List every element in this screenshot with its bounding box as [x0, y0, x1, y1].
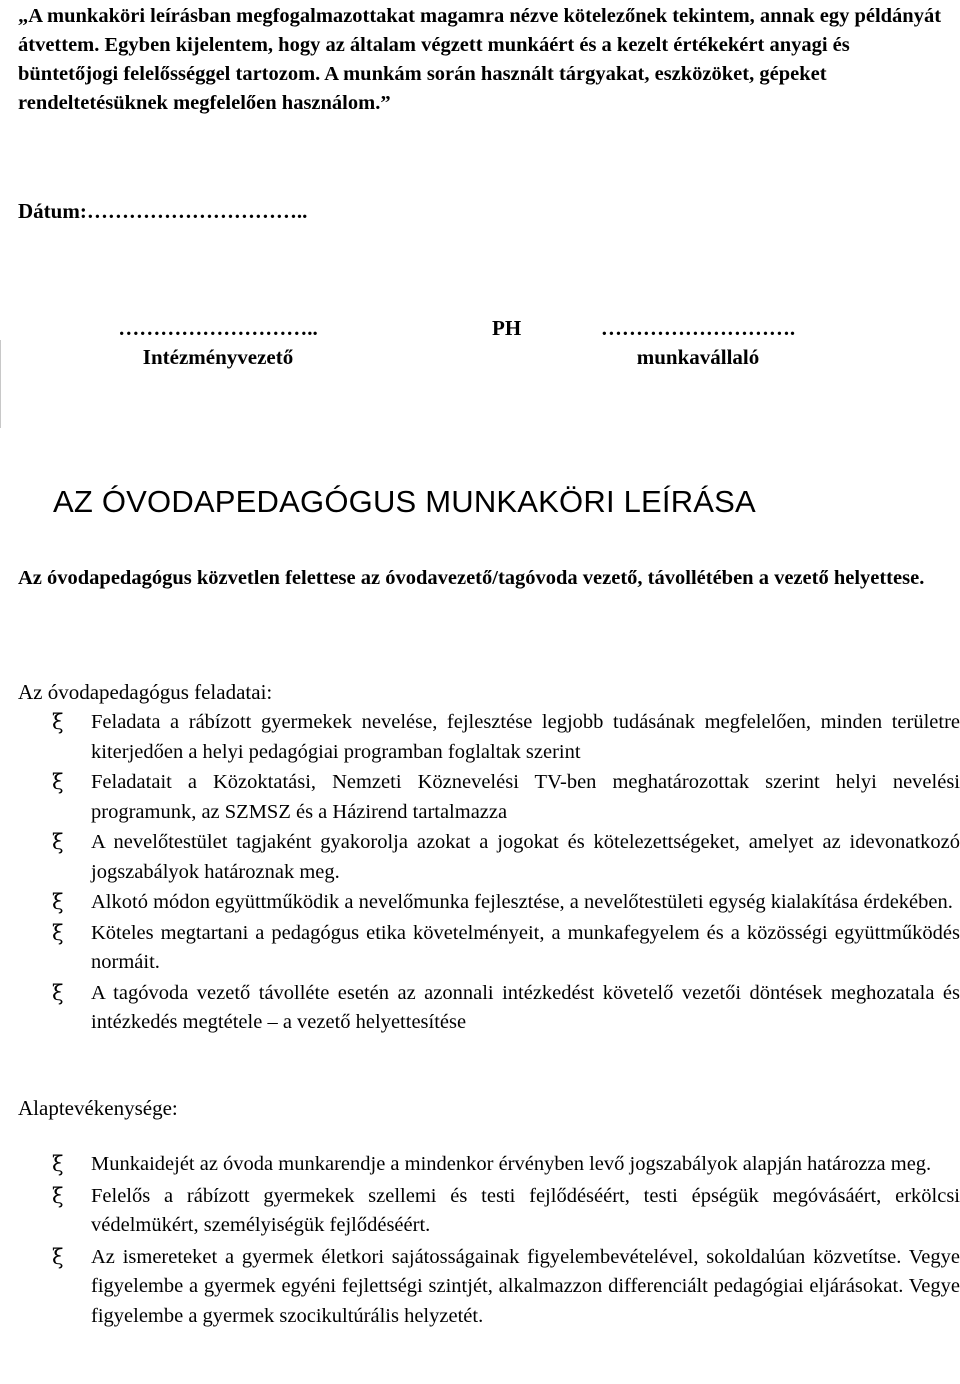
list-item-text: A nevelőtestület tagjaként gyakorolja azokat a jogokat és kötelezettségeket, amelyet az idevonatkozó jogszabályok határoznak meg. — [91, 831, 960, 883]
list-item — [0, 979, 960, 1038]
bullet-xi-icon: ξ — [52, 890, 64, 914]
list-item — [0, 1243, 960, 1332]
bullet-xi-icon: ξ — [52, 1244, 64, 1269]
list-item-text: Köteles megtartani a pedagógus etika követelményeit, a munkafegyelem és a közösségi együttműködés normáit. — [91, 921, 960, 973]
basic-activities-list — [0, 1150, 960, 1333]
basic-activities-heading: Alaptevékenysége: — [18, 1096, 178, 1120]
bullet-xi-icon: ξ — [52, 830, 64, 854]
margin-divider — [0, 340, 1, 428]
bullet-xi-icon: ξ — [52, 920, 64, 945]
bullet-xi-icon: ξ — [52, 1183, 64, 1208]
list-item-text: A tagóvoda vezető távolléte esetén az azonnali intézkedést követelő vezetői döntések meghozatala és intézkedés megtétele – a vezető helyettesítése — [91, 981, 960, 1033]
list-item — [0, 828, 960, 887]
list-item — [0, 919, 960, 978]
list-item-text: Az ismereteket a gyermek életkori sajátosságainak figyelembevételével, sokoldalúan közvetítse. Vegye figyelembe a gyermek egyéni fejlettségi szintjét, alkalmazzon differenciált pedagógiai eljárásokat. Vegye figyelembe a gyermek szocikultúrális helyzetét. — [91, 1245, 960, 1327]
list-item — [0, 708, 960, 767]
list-item-text: Feladata a rábízott gyermekek nevelése, fejlesztése legjobb tudásának megfelelően, minden területre kiterjedően a helyi pedagógiai programban foglaltak szerint — [91, 711, 960, 763]
intro-statement: „A munkaköri leírásban megfogalmazottakat magamra nézve kötelezőnek tekintem, annak egy példányát átvettem. Egyben kijelentem, hogy az általam végzett munkáért és a kezelt értékekért anyagi és büntetőjogi felelősséggel tartozom. A munkám során használt tárgyakat, eszközöket, gépeket rendeltetésüknek megfelelően használom.” — [18, 5, 942, 114]
bullet-xi-icon: ξ — [52, 1152, 64, 1176]
signature-block-employee — [578, 314, 818, 372]
list-item-text: Feladatait a Közoktatási, Nemzeti Köznevelési TV-ben meghatározottak szerint helyi nevelési programunk, az SZMSZ és a Házirend tartalmazza — [91, 771, 960, 823]
list-item — [0, 1150, 960, 1180]
bullet-xi-icon: ξ — [52, 770, 64, 794]
document-title: AZ ÓVODAPEDAGÓGUS MUNKAKÖRI LEÍRÁSA — [53, 484, 756, 519]
duties-heading: Az óvodapedagógus feladatai: — [18, 680, 273, 704]
bullet-xi-icon: ξ — [52, 710, 64, 734]
stamp-placeholder: PH — [492, 316, 522, 340]
list-item-text: Munkaidejét az óvoda munkarendje a mindenkor érvényben levő jogszabályok alapján határozza meg. — [91, 1153, 932, 1175]
signature-role-employee: munkavállaló — [636, 345, 760, 369]
signature-role-director: Intézményvezető — [142, 345, 294, 369]
list-item — [0, 888, 960, 918]
date-line: Dátum:………………………….. — [18, 199, 308, 223]
list-item-text: Alkotó módon együttműködik a nevelőmunka fejlesztése, a nevelőtestületi egység kialakítása érdekében. — [91, 891, 953, 913]
list-item-text: Felelős a rábízott gyermekek szellemi és testi fejlődéséért, testi épségük megóvásáért, erkölcsi védelmükért, személyiségük fejlődéséért. — [91, 1184, 960, 1236]
duties-list — [0, 708, 960, 1039]
signature-block-director — [108, 314, 328, 372]
signature-line-director: ……………………….. — [118, 316, 318, 340]
bullet-xi-icon: ξ — [52, 980, 64, 1005]
list-item — [0, 768, 960, 827]
supervisor-paragraph: Az óvodapedagógus közvetlen felettese az óvodavezető/tagóvoda vezető, távollétében a vezető helyettese. — [18, 567, 925, 589]
list-item — [0, 1182, 960, 1241]
signature-line-employee: ………………………. — [600, 316, 796, 340]
